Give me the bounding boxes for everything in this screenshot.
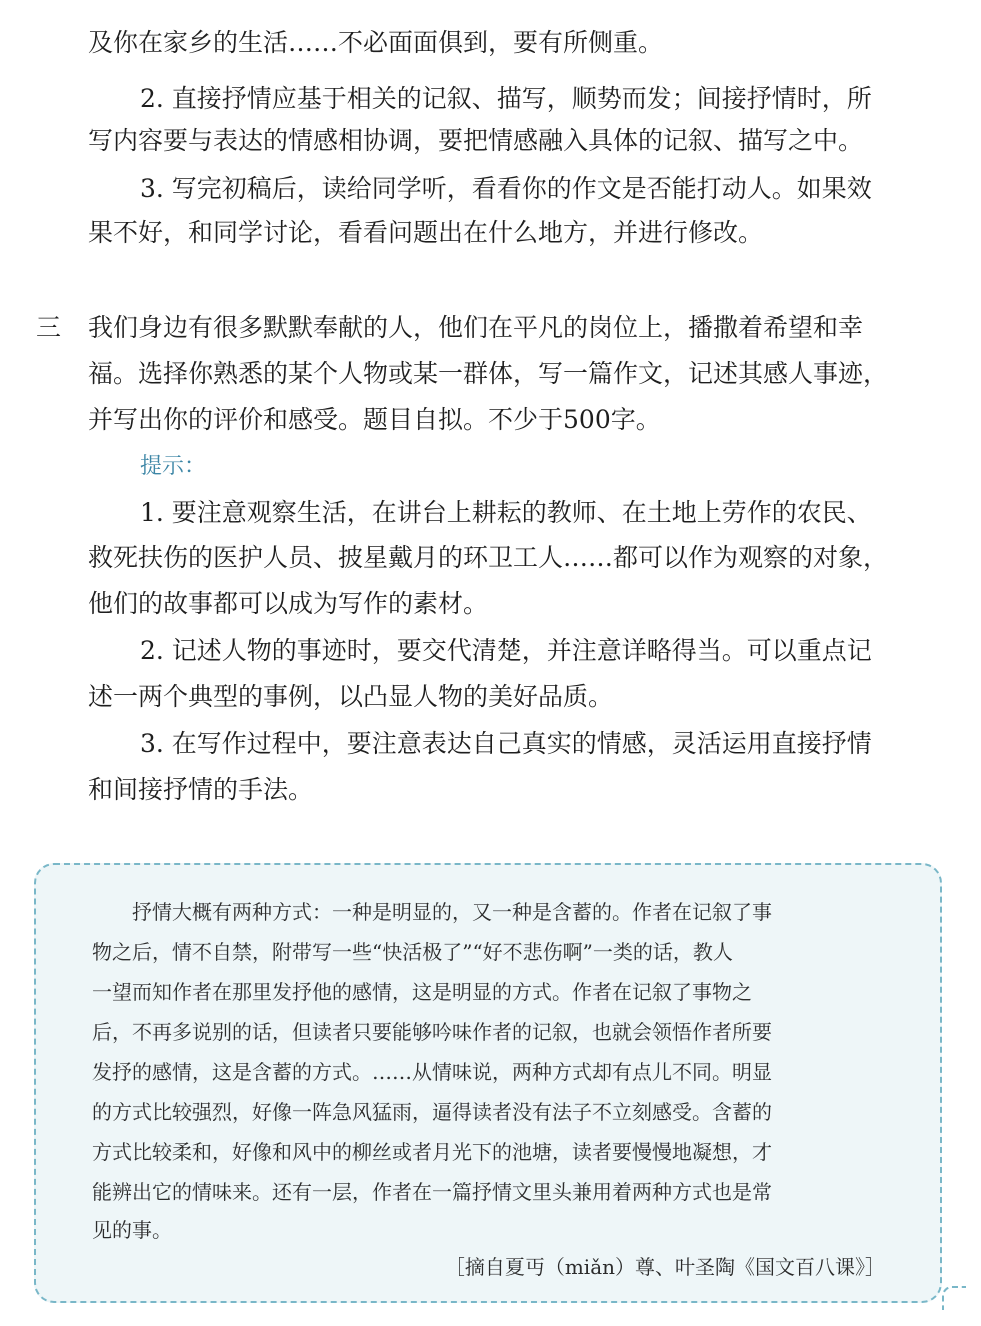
section3-prompt-line2: 福。选择你熟悉的某个人物或某一群体，写一篇作文，记述其感人事迹， xyxy=(88,359,889,388)
quote-line: 的方式比较强烈，好像一阵急风猛雨，逼得读者没有法子不立刻感受。含蓄的 xyxy=(92,1100,772,1124)
section3-tip3-line1: 3. 在写作过程中，要注意表达自己真实的情感，灵活运用直接抒情 xyxy=(140,729,872,758)
section2-tip3-line2: 果不好，和同学讨论，看看问题出在什么地方，并进行修改。 xyxy=(88,218,764,247)
section3-tip1-line3: 他们的故事都可以成为写作的素材。 xyxy=(88,589,489,618)
section3-prompt-line3: 并写出你的评价和感受。题目自拟。不少于500字。 xyxy=(88,405,661,434)
quote-line: 抒情大概有两种方式：一种是明显的，又一种是含蓄的。作者在记叙了事 xyxy=(132,900,772,924)
quote-line: 方式比较柔和，好像和风中的柳丝或者月光下的池塘，读者要慢慢地凝想，才 xyxy=(92,1140,772,1164)
quote-source: ［摘自夏丏（miǎn）尊、叶圣陶《国文百八课》］ xyxy=(444,1255,885,1279)
quote-line: 发抒的感情，这是含蓄的方式。……从情味说，两种方式却有点儿不同。明显 xyxy=(92,1060,772,1084)
quote-box-corner xyxy=(942,1286,966,1310)
section3-tip1-line2: 救死扶伤的医护人员、披星戴月的环卫工人……都可以作为观察的对象， xyxy=(88,543,889,572)
section3-number: 三 xyxy=(36,313,62,342)
quote-line: 物之后，情不自禁，附带写一些“快活极了”“好不悲伤啊”一类的话，教人 xyxy=(92,940,733,964)
section3-tip2-line1: 2. 记述人物的事迹时，要交代清楚，并注意详略得当。可以重点记 xyxy=(140,636,872,665)
section3-prompt-line1: 我们身边有很多默默奉献的人，他们在平凡的岗位上，播撒着希望和幸 xyxy=(88,313,864,342)
quote-line: 一望而知作者在那里发抒他的感情，这是明显的方式。作者在记叙了事物之 xyxy=(92,980,752,1004)
section3-tip3-line2: 和间接抒情的手法。 xyxy=(88,775,314,804)
section3-tip1-line1: 1. 要注意观察生活，在讲台上耕耘的教师、在土地上劳作的农民、 xyxy=(140,498,872,527)
section3-tip2-line2: 述一两个典型的事例，以凸显人物的美好品质。 xyxy=(88,682,614,711)
section2-tail-line: 及你在家乡的生活……不必面面俱到，要有所侧重。 xyxy=(88,28,664,57)
quote-line: 能辨出它的情味来。还有一层，作者在一篇抒情文里头兼用着两种方式也是常 xyxy=(92,1180,772,1204)
quote-line: 后，不再多说别的话，但读者只要能够吟味作者的记叙，也就会领悟作者所要 xyxy=(92,1020,772,1044)
section2-tip2-line2: 写内容要与表达的情感相协调，要把情感融入具体的记叙、描写之中。 xyxy=(88,126,864,155)
section2-tip3-line1: 3. 写完初稿后，读给同学听，看看你的作文是否能打动人。如果效 xyxy=(140,174,872,203)
quote-line: 见的事。 xyxy=(92,1218,172,1242)
section2-tip2-line1: 2. 直接抒情应基于相关的记叙、描写，顺势而发；间接抒情时，所 xyxy=(140,84,872,113)
hint-label: 提示： xyxy=(140,454,207,479)
